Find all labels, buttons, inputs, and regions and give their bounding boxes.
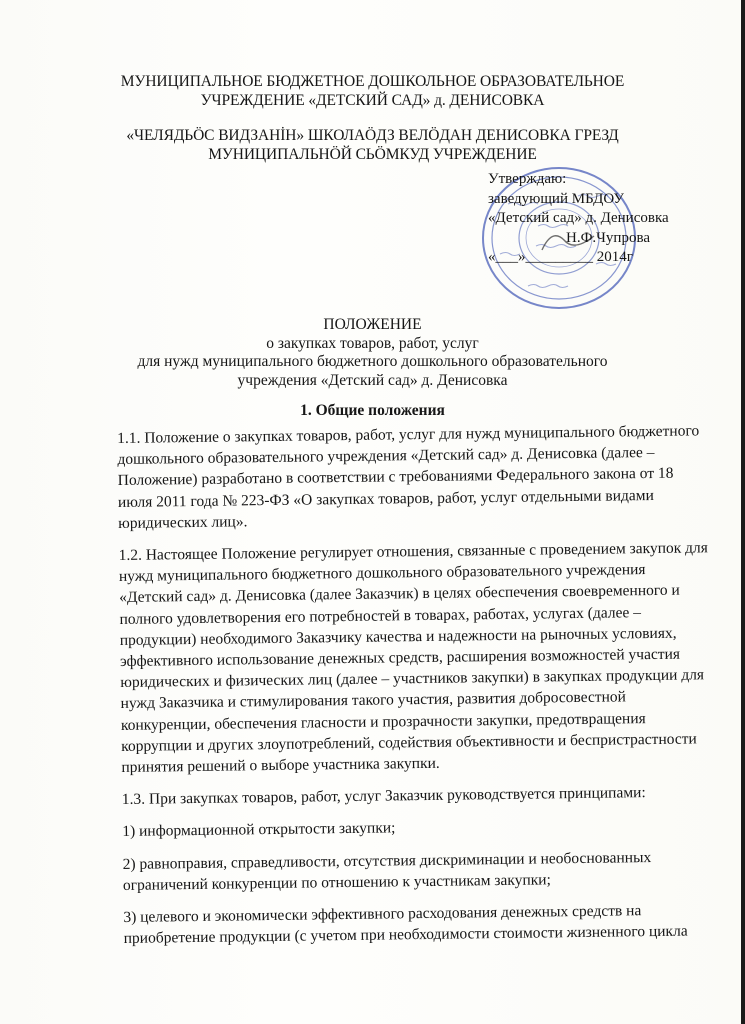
approval-line-2: заведующий МБДОУ — [488, 190, 624, 207]
section-heading: 1. Общие положения — [300, 402, 445, 419]
paragraph-1-3: 1.3. При закупках товаров, работ, услуг Заказчик руководствуется принципами: — [121, 784, 646, 809]
org-ru-line-2: УЧРЕЖДЕНИЕ «ДЕТСКИЙ САД» д. ДЕНИСОВКА — [200, 92, 545, 109]
title-line-2: о закупках товаров, работ, услуг — [266, 334, 479, 352]
org-komi-line-2: МУНИЦИПАЛЬНÖЙ СЬÖМКУД УЧРЕЖДЕНИЕ — [208, 146, 537, 163]
organization-name-ru — [80, 72, 665, 110]
paragraph-1-2: 1.2. Настоящее Положение регулирует отношения, связанные с проведением закупок для нужд муниципального бюджетного дошкольного образовательного учреждения «Детский сад» д. Денисовка (далее Заказчик) в целях обеспечения своевременного и полного удовлетворения его потребностей в товарах, работах, услугах (далее – продукции) необходимого Заказчику качества и надежности на рыночных условиях, эффективного использование денежных средств, расширения возможностей участия юридических и физических лиц (далее – участников закупки) в закупках продукции для нужд Заказчика и стимулирования такого участия, развития добросовестной конкуренции, обеспечения гласности и прозрачности закупки, предотвращения коррупции и других злоупотреблений, содействия объективности и беспристрастности принятия решений о выборе участника закупки. — [118, 539, 708, 777]
list-item-1: 1) информационной открытости закупки; — [122, 819, 396, 841]
approval-line-1: Утверждаю: — [488, 171, 567, 187]
title-line-1: ПОЛОЖЕНИЕ — [323, 316, 422, 333]
list-item-2: 2) равноправия, справедливости, отсутствия дискриминации и необоснованных ограничений конкуренции по отношению к участникам закупки; — [122, 848, 652, 894]
title-line-3: для нужд муниципального бюджетного дошкольного образовательного — [137, 353, 608, 370]
approval-block — [488, 170, 688, 268]
org-ru-line-1: МУНИЦИПАЛЬНОЕ БЮДЖЕТНОЕ ДОШКОЛЬНОЕ ОБРАЗОВАТЕЛЬНОЕ — [120, 73, 625, 90]
approval-signatory: Н.Ф.Чупрова — [566, 229, 651, 246]
list-item-3: 3) целевого и экономически эффективного расходования денежных средств на приобретение продукции (с учетом при необходимости стоимости жизненного цикла — [123, 902, 688, 948]
scan-edge — [741, 0, 745, 1024]
title-line-4: учреждения «Детский сад» д. Денисовка — [237, 371, 508, 389]
approval-date: «___»_________ 2014г — [488, 249, 633, 265]
document-title — [120, 316, 625, 390]
document-body — [117, 420, 714, 960]
paragraph-1-1: 1.1. Положение о закупках товаров, работ, услуг для нужд муниципального бюджетного дошкольного образовательного учреждения «Детский сад» д. Денисовка (далее – Положение) разработано в соответствии с требованиями Федерального закона от 18 июля 2011 года № 223-ФЗ «О закупках товаров, работ, услуг отдельными видами юридических лиц». — [117, 422, 700, 532]
organization-name-komi — [80, 126, 665, 164]
org-komi-line-1: «ЧЕЛЯДЬÖС ВИДЗАНİН» ШКОЛАÖДЗ ВЕЛÖДАН ДЕНИСОВКА ГРЕЗД — [126, 127, 619, 144]
approval-line-3: «Детский сад» д. Денисовка — [488, 210, 669, 226]
